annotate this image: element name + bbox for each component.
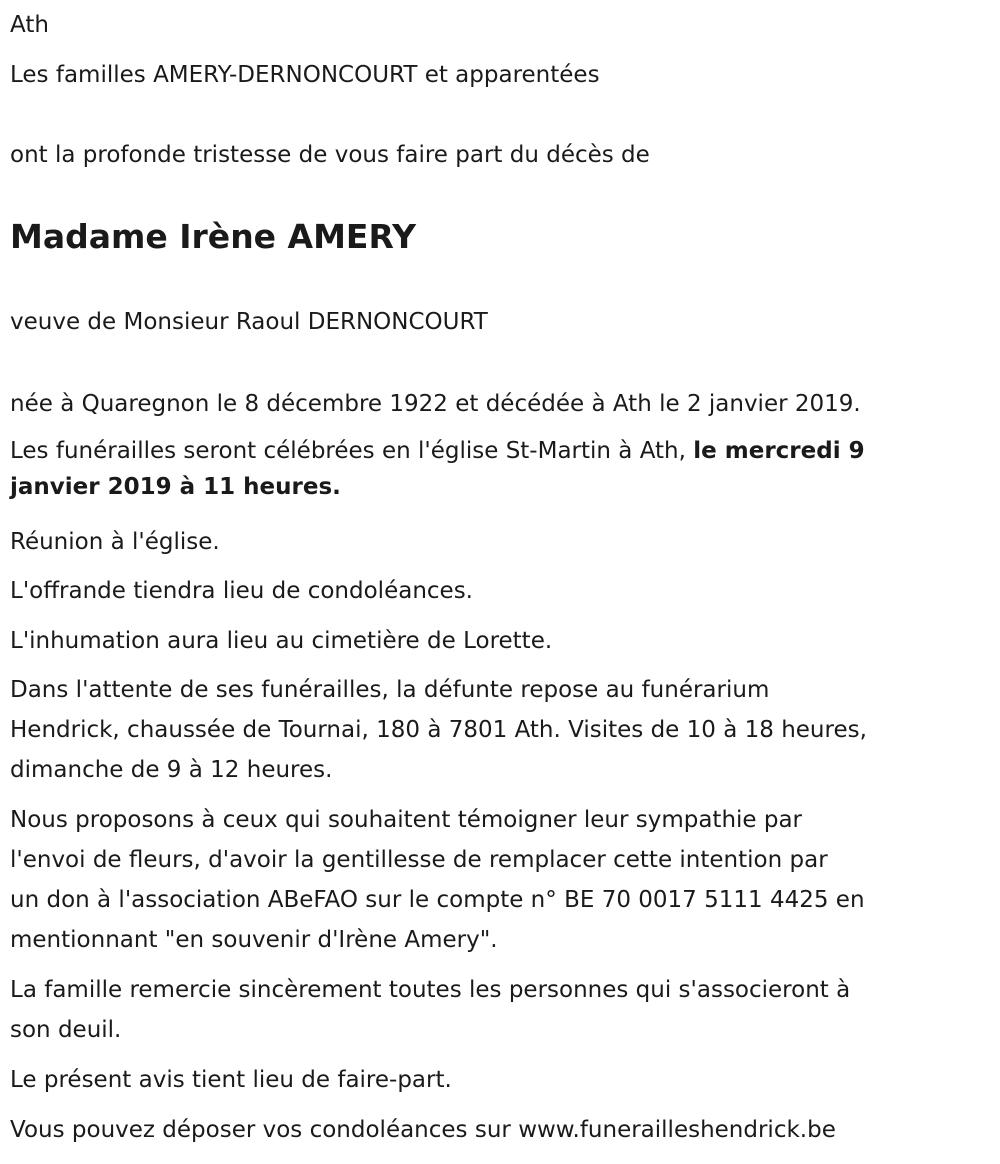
thanks-line: son deuil. xyxy=(10,1017,122,1043)
intro: ont la profonde tristesse de vous faire part du décès de xyxy=(10,142,650,168)
deceased-name: Madame Irène AMERY xyxy=(10,217,416,256)
location: Ath xyxy=(10,12,49,38)
resting-info xyxy=(10,670,867,790)
thanks xyxy=(10,970,850,1050)
widow-of: veuve de Monsieur Raoul DERNONCOURT xyxy=(10,309,488,335)
funeral-info xyxy=(10,433,865,505)
donation-info xyxy=(10,800,865,960)
funeral-text: Les funérailles seront célébrées en l'église St-Martin à Ath, xyxy=(10,438,694,464)
birth-death: née à Quaregnon le 8 décembre 1922 et décédée à Ath le 2 janvier 2019. xyxy=(10,391,861,417)
donation-line: Nous proposons à ceux qui souhaitent témoigner leur sympathie par xyxy=(10,807,803,833)
resting-line: dimanche de 9 à 12 heures. xyxy=(10,757,333,783)
notice: Le présent avis tient lieu de faire-part. xyxy=(10,1067,452,1093)
funeral-date-2: janvier 2019 à 11 heures. xyxy=(10,474,341,500)
thanks-line: La famille remercie sincèrement toutes les personnes qui s'associeront à xyxy=(10,977,851,1003)
condolences xyxy=(10,1110,836,1150)
condolences-link[interactable]: www.funerailleshendrick.be xyxy=(518,1117,836,1143)
donation-line: mentionnant "en souvenir d'Irène Amery". xyxy=(10,927,498,953)
resting-line: Dans l'attente de ses funérailles, la défunte repose au funérarium xyxy=(10,677,770,703)
meeting: Réunion à l'église. xyxy=(10,529,220,555)
condolences-text: Vous pouvez déposer vos condoléances sur xyxy=(10,1117,519,1143)
burial: L'inhumation aura lieu au cimetière de Lorette. xyxy=(10,628,553,654)
offering: L'offrande tiendra lieu de condoléances. xyxy=(10,578,473,604)
resting-line: Hendrick, chaussée de Tournai, 180 à 7801 Ath. Visites de 10 à 18 heures, xyxy=(10,717,867,743)
donation-line: un don à l'association ABeFAO sur le compte n° BE 70 0017 5111 4425 en xyxy=(10,887,865,913)
funeral-date-1: le mercredi 9 xyxy=(693,438,865,464)
families: Les familles AMERY-DERNONCOURT et apparentées xyxy=(10,62,600,88)
donation-line: l'envoi de fleurs, d'avoir la gentillesse de remplacer cette intention par xyxy=(10,847,828,873)
